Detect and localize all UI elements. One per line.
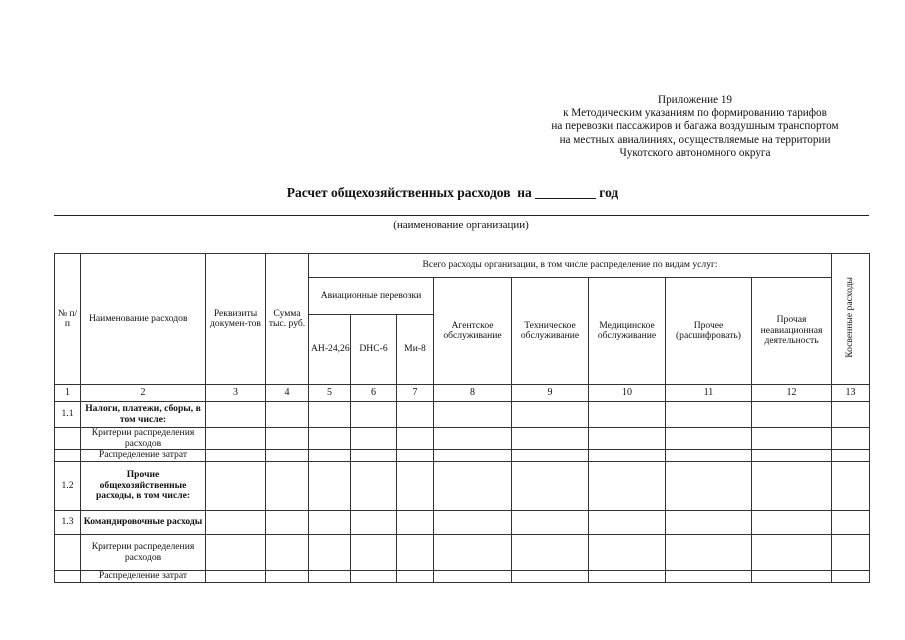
empty-cell xyxy=(309,535,351,571)
header-an: АН-24,26 xyxy=(309,315,351,385)
column-number: 13 xyxy=(832,385,870,402)
header-other: Прочее (расшифровать) xyxy=(666,278,752,385)
appendix-header xyxy=(520,94,870,160)
column-numbers-row xyxy=(55,385,870,402)
table-row xyxy=(55,511,870,535)
empty-cell xyxy=(434,462,512,511)
empty-cell xyxy=(752,450,832,462)
empty-cell xyxy=(266,402,309,428)
empty-cell xyxy=(832,511,870,535)
appendix-line: Чукотского автономного округа xyxy=(619,146,771,159)
empty-cell xyxy=(309,511,351,535)
column-number: 6 xyxy=(351,385,397,402)
header-indirect xyxy=(832,254,870,385)
empty-cell xyxy=(434,511,512,535)
organization-caption: (наименование организации) xyxy=(393,219,529,231)
empty-cell xyxy=(309,462,351,511)
empty-cell xyxy=(512,462,589,511)
empty-cell xyxy=(206,571,266,583)
empty-cell xyxy=(206,511,266,535)
empty-cell xyxy=(752,571,832,583)
empty-cell xyxy=(351,402,397,428)
empty-cell xyxy=(512,402,589,428)
empty-cell xyxy=(206,428,266,450)
empty-cell xyxy=(832,402,870,428)
row-index xyxy=(55,450,81,462)
table-row xyxy=(55,571,870,583)
header-dhc: DHC-6 xyxy=(351,315,397,385)
empty-cell xyxy=(434,428,512,450)
header-indirect-label: Косвенные расходы xyxy=(844,276,856,358)
header-mi: Ми-8 xyxy=(397,315,434,385)
empty-cell xyxy=(397,428,434,450)
empty-cell xyxy=(309,571,351,583)
row-name: Критерии распределения расходов xyxy=(81,428,206,450)
empty-cell xyxy=(589,450,666,462)
header-agent: Агентское обслуживание xyxy=(434,278,512,385)
table-row xyxy=(55,450,870,462)
empty-cell xyxy=(832,462,870,511)
empty-cell xyxy=(309,402,351,428)
row-index xyxy=(55,571,81,583)
empty-cell xyxy=(666,462,752,511)
column-number: 10 xyxy=(589,385,666,402)
empty-cell xyxy=(266,571,309,583)
empty-cell xyxy=(752,511,832,535)
empty-cell xyxy=(266,462,309,511)
empty-cell xyxy=(589,462,666,511)
empty-cell xyxy=(397,462,434,511)
empty-cell xyxy=(206,450,266,462)
empty-cell xyxy=(351,535,397,571)
empty-cell xyxy=(512,511,589,535)
header-total: Всего расходы организации, в том числе распределение по видам услуг: xyxy=(309,254,832,278)
row-index: 1.3 xyxy=(55,511,81,535)
header-nonaviation: Прочая неавиационная деятельность xyxy=(752,278,832,385)
row-name: Распределение затрат xyxy=(81,450,206,462)
empty-cell xyxy=(434,402,512,428)
empty-cell xyxy=(589,571,666,583)
row-name: Распределение затрат xyxy=(81,571,206,583)
row-index: 1.1 xyxy=(55,402,81,428)
empty-cell xyxy=(266,511,309,535)
expenses-table xyxy=(54,253,870,583)
empty-cell xyxy=(309,450,351,462)
header-med: Медицинское обслуживание xyxy=(589,278,666,385)
empty-cell xyxy=(434,571,512,583)
empty-cell xyxy=(589,511,666,535)
empty-cell xyxy=(206,402,266,428)
empty-cell xyxy=(434,535,512,571)
empty-cell xyxy=(351,462,397,511)
empty-cell xyxy=(752,402,832,428)
row-name: Командировочные расходы xyxy=(81,511,206,535)
empty-cell xyxy=(206,535,266,571)
column-number: 1 xyxy=(55,385,81,402)
empty-cell xyxy=(589,535,666,571)
table-row xyxy=(55,535,870,571)
empty-cell xyxy=(752,535,832,571)
empty-cell xyxy=(351,571,397,583)
row-name: Налоги, платежи, сборы, в том числе: xyxy=(81,402,206,428)
empty-cell xyxy=(666,428,752,450)
empty-cell xyxy=(397,402,434,428)
column-number: 11 xyxy=(666,385,752,402)
table-row xyxy=(55,462,870,511)
table-body xyxy=(55,402,870,583)
empty-cell xyxy=(666,535,752,571)
column-number: 4 xyxy=(266,385,309,402)
appendix-line: Приложение 19 xyxy=(657,94,733,106)
column-number: 3 xyxy=(206,385,266,402)
empty-cell xyxy=(512,428,589,450)
empty-cell xyxy=(266,535,309,571)
header-tech: Техническое обслуживание xyxy=(512,278,589,385)
empty-cell xyxy=(309,428,351,450)
header-sum: Сумма тыс. руб. xyxy=(266,254,309,385)
empty-cell xyxy=(752,462,832,511)
row-index: 1.2 xyxy=(55,462,81,511)
appendix-line: к Методическим указаниям по формированию тарифов xyxy=(563,107,827,120)
column-number: 12 xyxy=(752,385,832,402)
header-docs: Реквизиты докумен-тов xyxy=(206,254,266,385)
empty-cell xyxy=(266,428,309,450)
empty-cell xyxy=(351,450,397,462)
empty-cell xyxy=(397,571,434,583)
row-name: Прочие общехозяйственные расходы, в том числе: xyxy=(81,462,206,511)
empty-cell xyxy=(351,511,397,535)
row-name: Критерии распределения расходов xyxy=(81,535,206,571)
empty-cell xyxy=(589,402,666,428)
empty-cell xyxy=(589,428,666,450)
empty-cell xyxy=(397,511,434,535)
empty-cell xyxy=(206,462,266,511)
empty-cell xyxy=(666,571,752,583)
empty-cell xyxy=(397,450,434,462)
empty-cell xyxy=(832,428,870,450)
empty-cell xyxy=(832,450,870,462)
empty-cell xyxy=(512,571,589,583)
appendix-line: на местных авиалиниях, осуществляемые на территории xyxy=(559,133,831,146)
row-index xyxy=(55,428,81,450)
row-index xyxy=(55,535,81,571)
empty-cell xyxy=(666,511,752,535)
empty-cell xyxy=(512,450,589,462)
column-number: 8 xyxy=(434,385,512,402)
empty-cell xyxy=(266,450,309,462)
empty-cell xyxy=(512,535,589,571)
empty-cell xyxy=(832,571,870,583)
column-number: 2 xyxy=(81,385,206,402)
column-number: 7 xyxy=(397,385,434,402)
empty-cell xyxy=(666,450,752,462)
empty-cell xyxy=(752,428,832,450)
empty-cell xyxy=(666,402,752,428)
empty-cell xyxy=(434,450,512,462)
appendix-line: на перевозки пассажиров и багажа воздушным транспортом xyxy=(551,120,839,133)
header-aviation: Авиационные перевозки xyxy=(309,278,434,315)
table-row xyxy=(55,428,870,450)
header-num: № п/п xyxy=(55,254,81,385)
organization-name-line xyxy=(54,215,869,216)
header-name: Наименование расходов xyxy=(81,254,206,385)
empty-cell xyxy=(351,428,397,450)
empty-cell xyxy=(397,535,434,571)
table-row xyxy=(55,402,870,428)
column-number: 9 xyxy=(512,385,589,402)
column-number: 5 xyxy=(309,385,351,402)
empty-cell xyxy=(832,535,870,571)
document-title: Расчет общехозяйственных расходов на _________ год xyxy=(286,185,619,200)
